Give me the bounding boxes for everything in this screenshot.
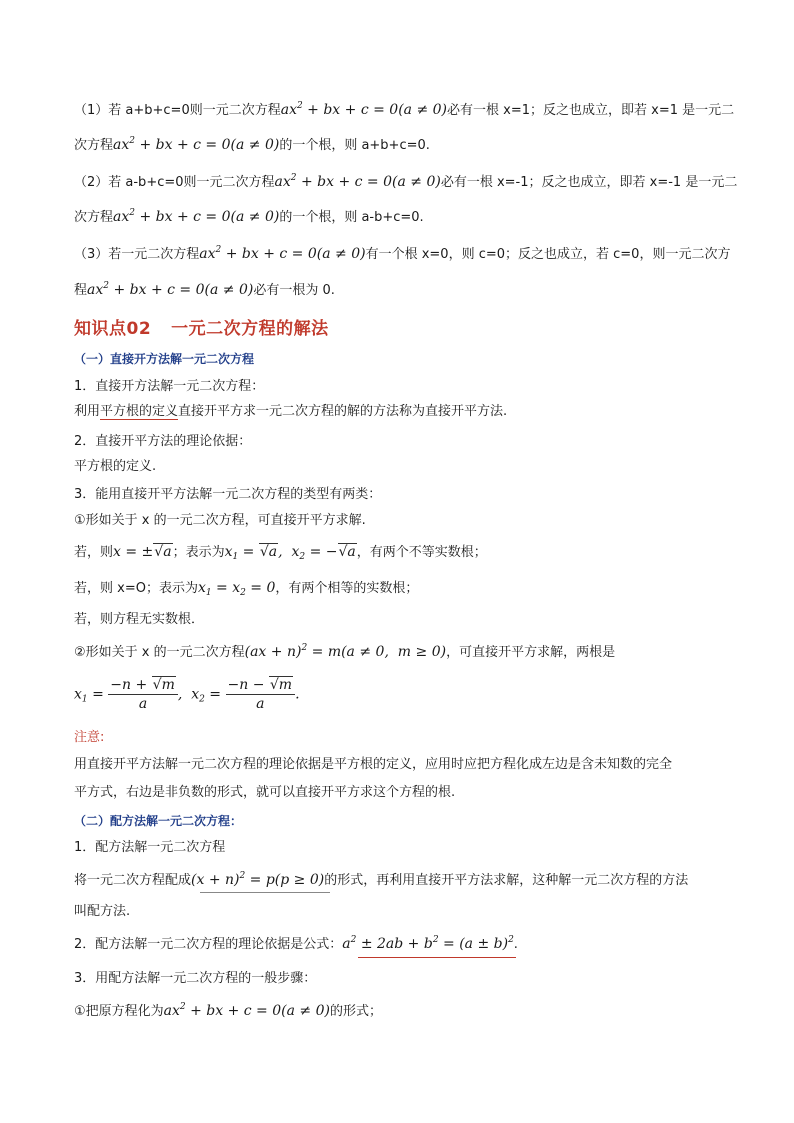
note-line-1: 用直接开平方法解一元二次方程的理论依据是平方根的定义，应用时应把方程化成左边是含未知数的完全: [74, 757, 673, 772]
s1-item-3a: ①形如关于 x 的一元二次方程，可直接开平方求解.: [74, 513, 366, 528]
s1-case-3: 若，则方程无实数根．: [74, 612, 205, 627]
definition-link[interactable]: 平方根的定义: [100, 404, 179, 419]
s2-item-1-text-2: 叫配方法.: [74, 904, 131, 919]
s1-item-2-text: 平方根的定义.: [74, 459, 157, 474]
s2-item-2: 2．配方法解一元二次方程的理论依据是公式：$a^2 \pm 2ab + b^2 = (a \pm b)^2$.: [74, 935, 518, 952]
subsection-1-title: （一）直接开方法解一元二次方程: [74, 352, 255, 366]
s2-item-3a: ①把原方程化为$ax^2$ + bx + c = 0(a ≠ 0)的形式；: [74, 1002, 382, 1019]
formula-underline: [200, 892, 330, 893]
s1-item-2: 2．直接开平方法的理论依据：: [74, 434, 252, 449]
para-2-line-1: （2）若 a-b+c=0则一元二次方程$ax^2$ + bx + c = 0(a ≠ 0)必有一根 x=-1；反之也成立，即若 x=-1 是一元二: [74, 173, 738, 190]
para-2-line-2: 次方程$ax^2$ + bx + c = 0(a ≠ 0)的一个根，则 a-b+c=0.: [74, 208, 424, 225]
section-heading: 知识点02 一元二次方程的解法: [74, 319, 329, 339]
s1-item-3: 3．能用直接开平方法解一元二次方程的类型有两类：: [74, 487, 382, 502]
para-1-line-1: （1）若 a+b+c=0则一元二次方程$ax^2$ + bx + c = 0(a ≠ 0)必有一根 x=1；反之也成立，即若 x=1 是一元二: [74, 101, 735, 118]
s1-item-1-text: 利用平方根的定义直接开平方求一元二次方程的解的方法称为直接开平方法.: [74, 404, 508, 419]
s2-item-1: 1．配方法解一元二次方程: [74, 840, 226, 855]
s1-item-1: 1．直接开方法解一元二次方程：: [74, 379, 265, 394]
s2-item-3: 3．用配方法解一元二次方程的一般步骤：: [74, 971, 317, 986]
s1-item-3b: ②形如关于 x 的一元二次方程(ax + n)$^2$ = m(a ≠ 0, m ≥ 0)，可直接开平方求解，两根是: [74, 643, 616, 660]
note-label: 注意:: [74, 730, 105, 745]
s1-case-2: 若，则 x=O；表示为$x_1 = x_2 = 0$，有两个相等的实数根；: [74, 580, 419, 598]
s1-case-1: 若，则x = ±√a；表示为$x_1 = √a$, $x_2 = -√a$，有两个不等实数根；: [74, 544, 487, 562]
para-3-line-1: （3）若一元二次方程$ax^2$ + bx + c = 0(a ≠ 0)有一个根 x=0，则 c=0；反之也成立，若 c=0，则一元二次方: [74, 245, 731, 262]
note-line-2: 平方式，右边是非负数的形式，就可以直接开平方求这个方程的根.: [74, 785, 456, 800]
roots-formula: $x_1$ = $\frac{-n + √m}{a}$ , $x_2$ = $\frac{-n - √m}{a}$ .: [74, 677, 300, 712]
para-1-line-2: 次方程$ax^2$ + bx + c = 0(a ≠ 0)的一个根，则 a+b+c=0.: [74, 136, 430, 153]
subsection-2-title: （二）配方法解一元二次方程：: [74, 814, 243, 828]
para-3-line-2: 程$ax^2$ + bx + c = 0(a ≠ 0)必有一根为 0.: [74, 281, 335, 298]
s2-item-1-text: 将一元二次方程配成$(x + n)^2 = p(p \ge 0)$的形式，再利用直接开平方法求解，这种解一元二次方程的方法: [74, 871, 689, 888]
formula-red-underline: [358, 957, 516, 958]
